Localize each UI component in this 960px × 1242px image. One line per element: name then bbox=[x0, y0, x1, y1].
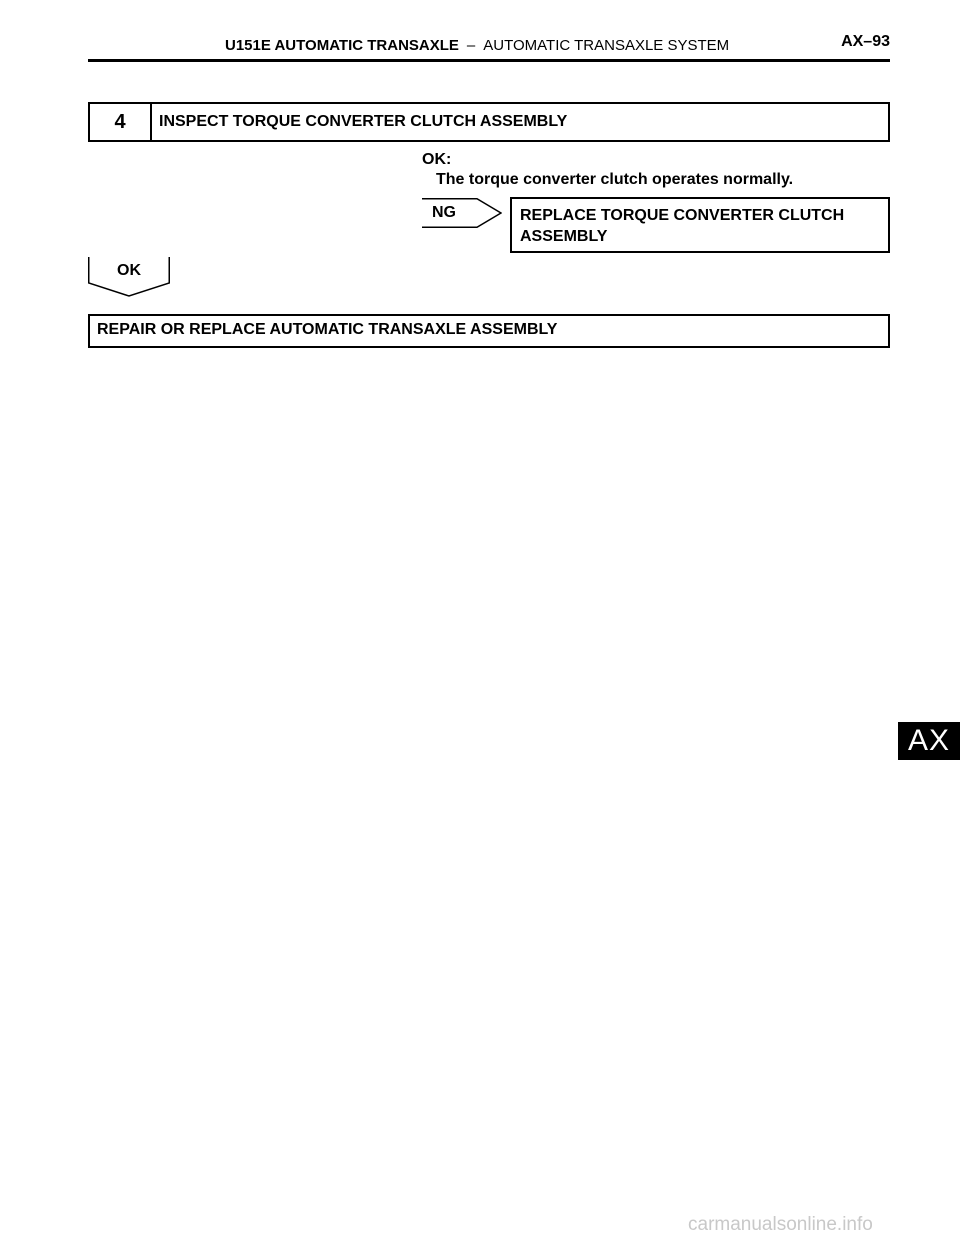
ng-action-line-2: ASSEMBLY bbox=[520, 228, 608, 245]
header-title-bold: U151E AUTOMATIC TRANSAXLE bbox=[225, 37, 459, 54]
final-action-box: REPAIR OR REPLACE AUTOMATIC TRANSAXLE ASSEMBLY bbox=[88, 314, 890, 348]
header-title-regular: AUTOMATIC TRANSAXLE SYSTEM bbox=[483, 37, 730, 54]
ng-action-box bbox=[510, 197, 890, 253]
header-separator: – bbox=[466, 37, 476, 54]
section-tab: AX bbox=[898, 722, 960, 760]
criteria-text: The torque converter clutch operates normally. bbox=[436, 171, 794, 188]
watermark: carmanualsonline.info bbox=[688, 1214, 873, 1235]
page-number: AX–93 bbox=[841, 33, 890, 50]
ng-label: NG bbox=[432, 204, 456, 221]
ok-label: OK bbox=[117, 262, 141, 279]
step-number: 4 bbox=[90, 104, 152, 140]
step-title: INSPECT TORQUE CONVERTER CLUTCH ASSEMBLY bbox=[159, 113, 568, 130]
page-header bbox=[88, 30, 890, 62]
ng-action-line-1: REPLACE TORQUE CONVERTER CLUTCH bbox=[520, 207, 845, 224]
header-title bbox=[225, 37, 729, 54]
criteria-label: OK: bbox=[422, 151, 452, 168]
step-box bbox=[88, 102, 890, 142]
